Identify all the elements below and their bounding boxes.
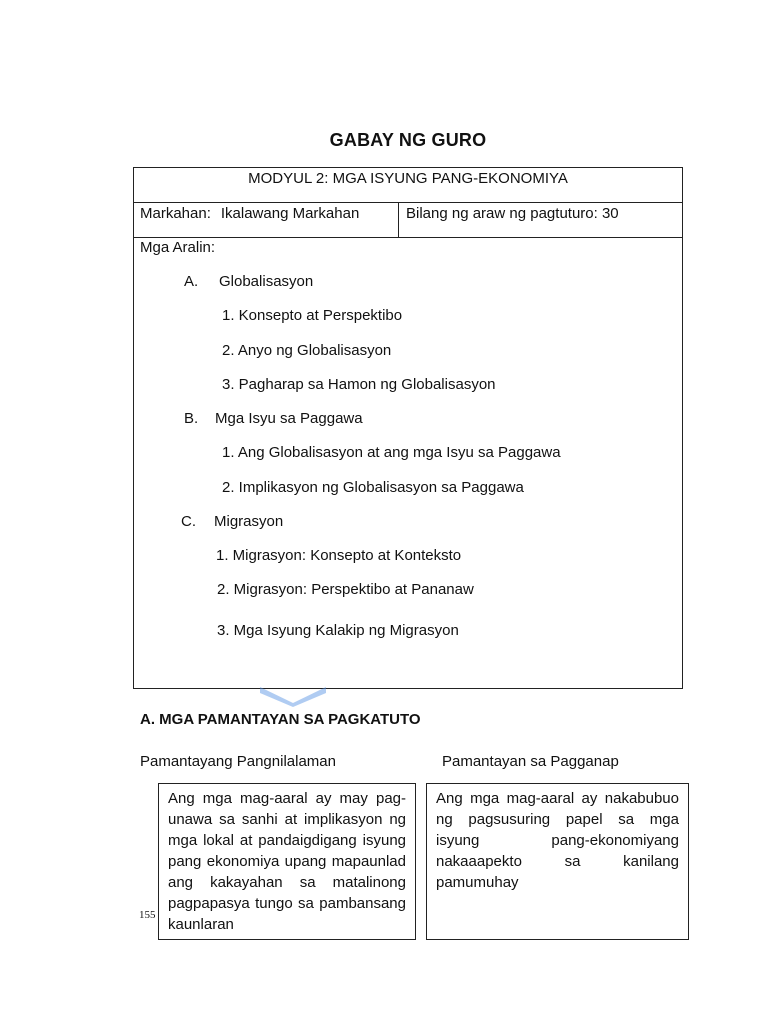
lesson-item: 2. Implikasyon ng Globalisasyon sa Paggawa bbox=[222, 479, 524, 496]
content-standard-header: Pamantayang Pangnilalaman bbox=[140, 753, 336, 770]
bilang-cell: Bilang ng araw ng pagtuturo: 30 bbox=[406, 205, 619, 222]
performance-standard-header: Pamantayan sa Pagganap bbox=[442, 753, 619, 770]
module-info-table bbox=[133, 167, 683, 689]
standards-heading: A. MGA PAMANTAYAN SA PAGKATUTO bbox=[140, 711, 421, 728]
lesson-item: 2. Anyo ng Globalisasyon bbox=[222, 342, 392, 359]
markahan-cell bbox=[134, 203, 399, 237]
content-standard-box bbox=[158, 783, 416, 940]
watermark-chevron-icon bbox=[256, 687, 330, 707]
content-standard-text: Ang mga mag-aaral ay may pag-unawa sa sanhi at implikasyon ng mga lokal at pandaigdigang isyung pang ekonomiya upang mapaunlad ang kakayahan sa matalinong pagpapasya tungo sa pambansang kaunlaran bbox=[168, 790, 406, 933]
lesson-letter: A. bbox=[184, 273, 199, 290]
markahan-value: Ikalawang Markahan bbox=[220, 205, 360, 222]
lesson-item: 3. Mga Isyung Kalakip ng Migrasyon bbox=[217, 622, 459, 639]
lesson-letter: C. bbox=[181, 513, 196, 530]
lesson-item: 1. Konsepto at Perspektibo bbox=[222, 307, 403, 324]
module-title-cell: MODYUL 2: MGA ISYUNG PANG-EKONOMIYA bbox=[134, 168, 682, 203]
module-meta-row bbox=[134, 203, 682, 238]
performance-standard-text: Ang mga mag-aaral ay nakabubuo ng pagsusuring papel sa mga isyung pang-ekonomiyang nakaaapekto sa kanilang pamumuhay bbox=[436, 790, 679, 891]
page-title: GABAY NG GURO bbox=[329, 130, 487, 150]
lesson-item: 1. Ang Globalisasyon at ang mga Isyu sa Paggawa bbox=[222, 444, 561, 461]
lesson-item: 3. Pagharap sa Hamon ng Globalisasyon bbox=[222, 376, 496, 393]
lesson-title: Migrasyon bbox=[214, 513, 284, 530]
page-number: 155 bbox=[139, 909, 156, 921]
performance-standard-box bbox=[426, 783, 689, 940]
aralin-label: Mga Aralin: bbox=[140, 239, 216, 256]
lesson-item: 2. Migrasyon: Perspektibo at Pananaw bbox=[217, 581, 474, 598]
lesson-item: 1. Migrasyon: Konsepto at Konteksto bbox=[216, 547, 462, 564]
lesson-letter: B. bbox=[184, 410, 199, 427]
lesson-title: Mga Isyu sa Paggawa bbox=[215, 410, 363, 427]
lesson-title: Globalisasyon bbox=[219, 273, 314, 290]
markahan-label: Markahan: bbox=[140, 205, 211, 222]
